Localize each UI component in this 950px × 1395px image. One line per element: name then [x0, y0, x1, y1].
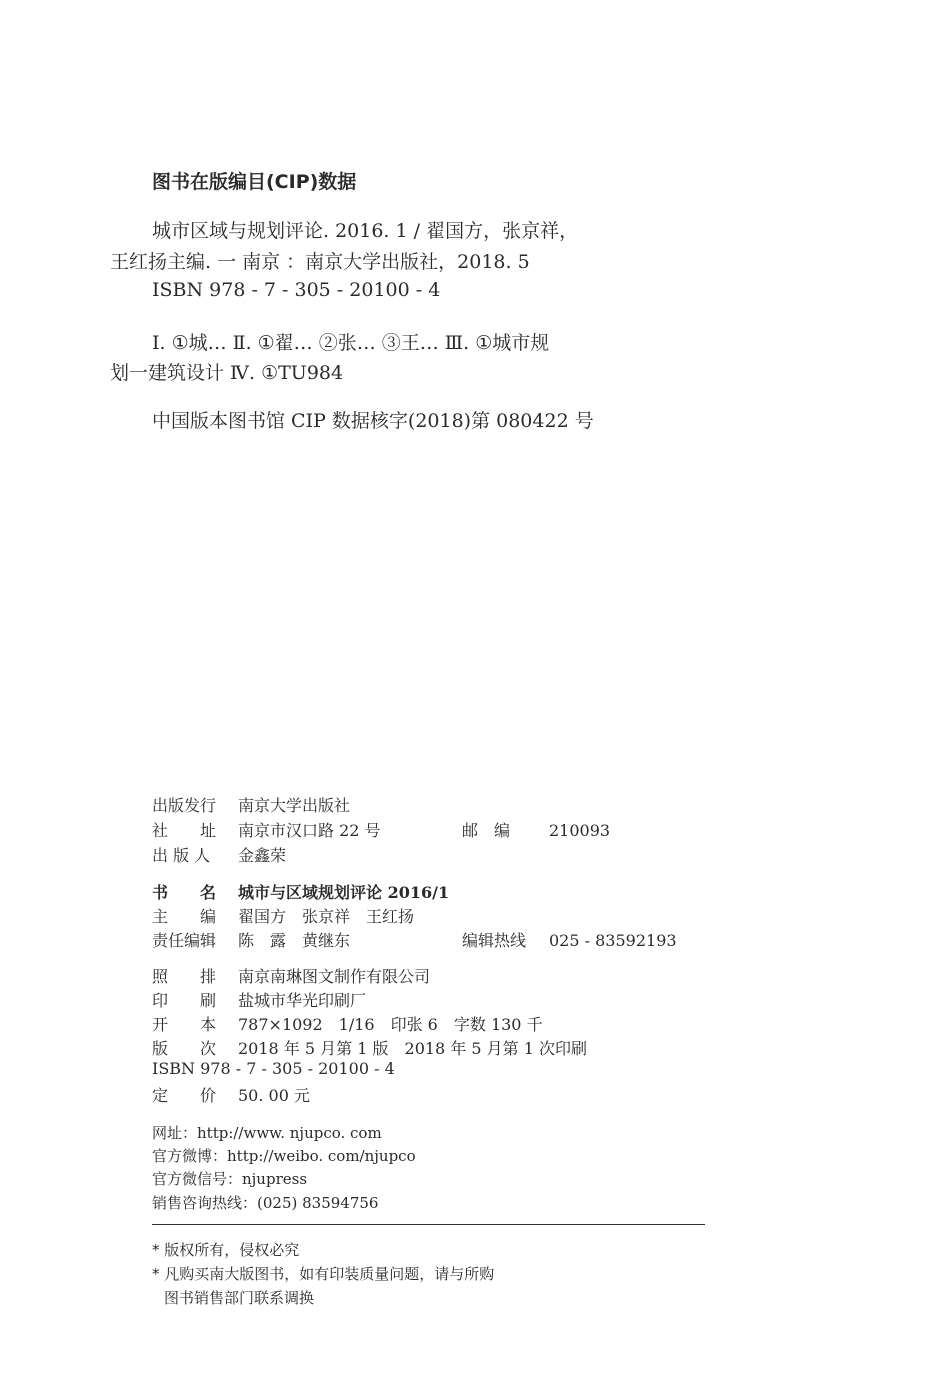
edition-value: 2018 年 5 月第 1 版 2018 年 5 月第 1 次印刷 [238, 1039, 588, 1058]
printer-value: 盐城市华光印刷厂 [238, 991, 367, 1010]
issuer-value: 金鑫荣 [238, 846, 287, 865]
wechat-line: 官方微信号：njupress [152, 1170, 308, 1188]
website-line: 网址：http://www. njupco. com [152, 1124, 382, 1142]
cip-line-1: 城市区域与规划评论. 2016. 1 / 翟国方，张京祥， [152, 220, 579, 242]
editor-hotline-label: 编辑热线 [462, 931, 527, 950]
chief-editor-row [152, 904, 414, 927]
typesetting-value: 南京南琳图文制作有限公司 [238, 967, 431, 986]
book-title-label: 书 名 [152, 883, 217, 902]
chief-editor-label: 主 编 [152, 907, 217, 926]
address-label: 社 址 [152, 821, 217, 840]
cip-classification-2: 划一建筑设计 Ⅳ. ①TU984 [110, 362, 344, 384]
printer-label: 印 刷 [152, 991, 217, 1010]
book-title-value: 城市与区域规划评论 2016/1 [238, 883, 450, 902]
format-label: 开 本 [152, 1015, 217, 1034]
publisher-label: 出版发行 [152, 796, 217, 815]
editor-hotline-row [462, 928, 677, 951]
book-title-row [152, 880, 449, 903]
printer-row [152, 988, 366, 1011]
format-value: 787×1092 1/16 印张 6 字数 130 千 [238, 1015, 543, 1034]
cip-line-2: 王红扬主编. 一 南京 ：南京大学出版社，2018. 5 [110, 251, 530, 273]
edition-label: 版 次 [152, 1039, 217, 1058]
postal-row [462, 818, 610, 841]
price-label: 定 价 [152, 1086, 217, 1105]
issuer-row [152, 843, 286, 866]
postal-value: 210093 [549, 821, 611, 840]
edition-row [152, 1036, 587, 1059]
isbn-row: ISBN 978 - 7 - 305 - 20100 - 4 [152, 1059, 395, 1078]
quality-note-line-1: * 凡购买南大版图书，如有印装质量问题，请与所购 [152, 1265, 495, 1283]
responsible-editor-value: 陈 露 黄继东 [238, 931, 351, 950]
address-row [152, 818, 381, 841]
editor-hotline-value: 025 - 83592193 [549, 931, 677, 950]
cip-isbn: ISBN 978 - 7 - 305 - 20100 - 4 [152, 279, 441, 301]
price-value: 50. 00 元 [238, 1086, 310, 1105]
publisher-row [152, 793, 350, 816]
responsible-editor-label: 责任编辑 [152, 931, 217, 950]
divider-line [152, 1224, 705, 1225]
address-value: 南京市汉口路 22 号 [238, 821, 381, 840]
publisher-value: 南京大学出版社 [238, 796, 351, 815]
issuer-label: 出 版 人 [152, 846, 211, 865]
postal-label: 邮 编 [462, 821, 511, 840]
format-row [152, 1012, 543, 1035]
sales-hotline-line: 销售咨询热线：(025) 83594756 [152, 1194, 379, 1212]
chief-editor-value: 翟国方 张京祥 王红扬 [238, 907, 415, 926]
cip-classification-1: Ⅰ. ①城… Ⅱ. ①翟… ②张… ③王… Ⅲ. ①城市规 [152, 332, 550, 354]
weibo-line: 官方微博：http://weibo. com/njupco [152, 1147, 416, 1165]
typesetting-label: 照 排 [152, 967, 217, 986]
quality-note-line-2: 图书销售部门联系调换 [164, 1289, 315, 1307]
cip-record-number: 中国版本图书馆 CIP 数据核字(2018)第 080422 号 [152, 410, 594, 432]
copyright-note: * 版权所有，侵权必究 [152, 1241, 300, 1259]
typesetting-row [152, 964, 430, 987]
price-row [152, 1083, 310, 1106]
responsible-editor-row [152, 928, 350, 951]
cip-title: 图书在版编目(CIP)数据 [152, 171, 357, 193]
